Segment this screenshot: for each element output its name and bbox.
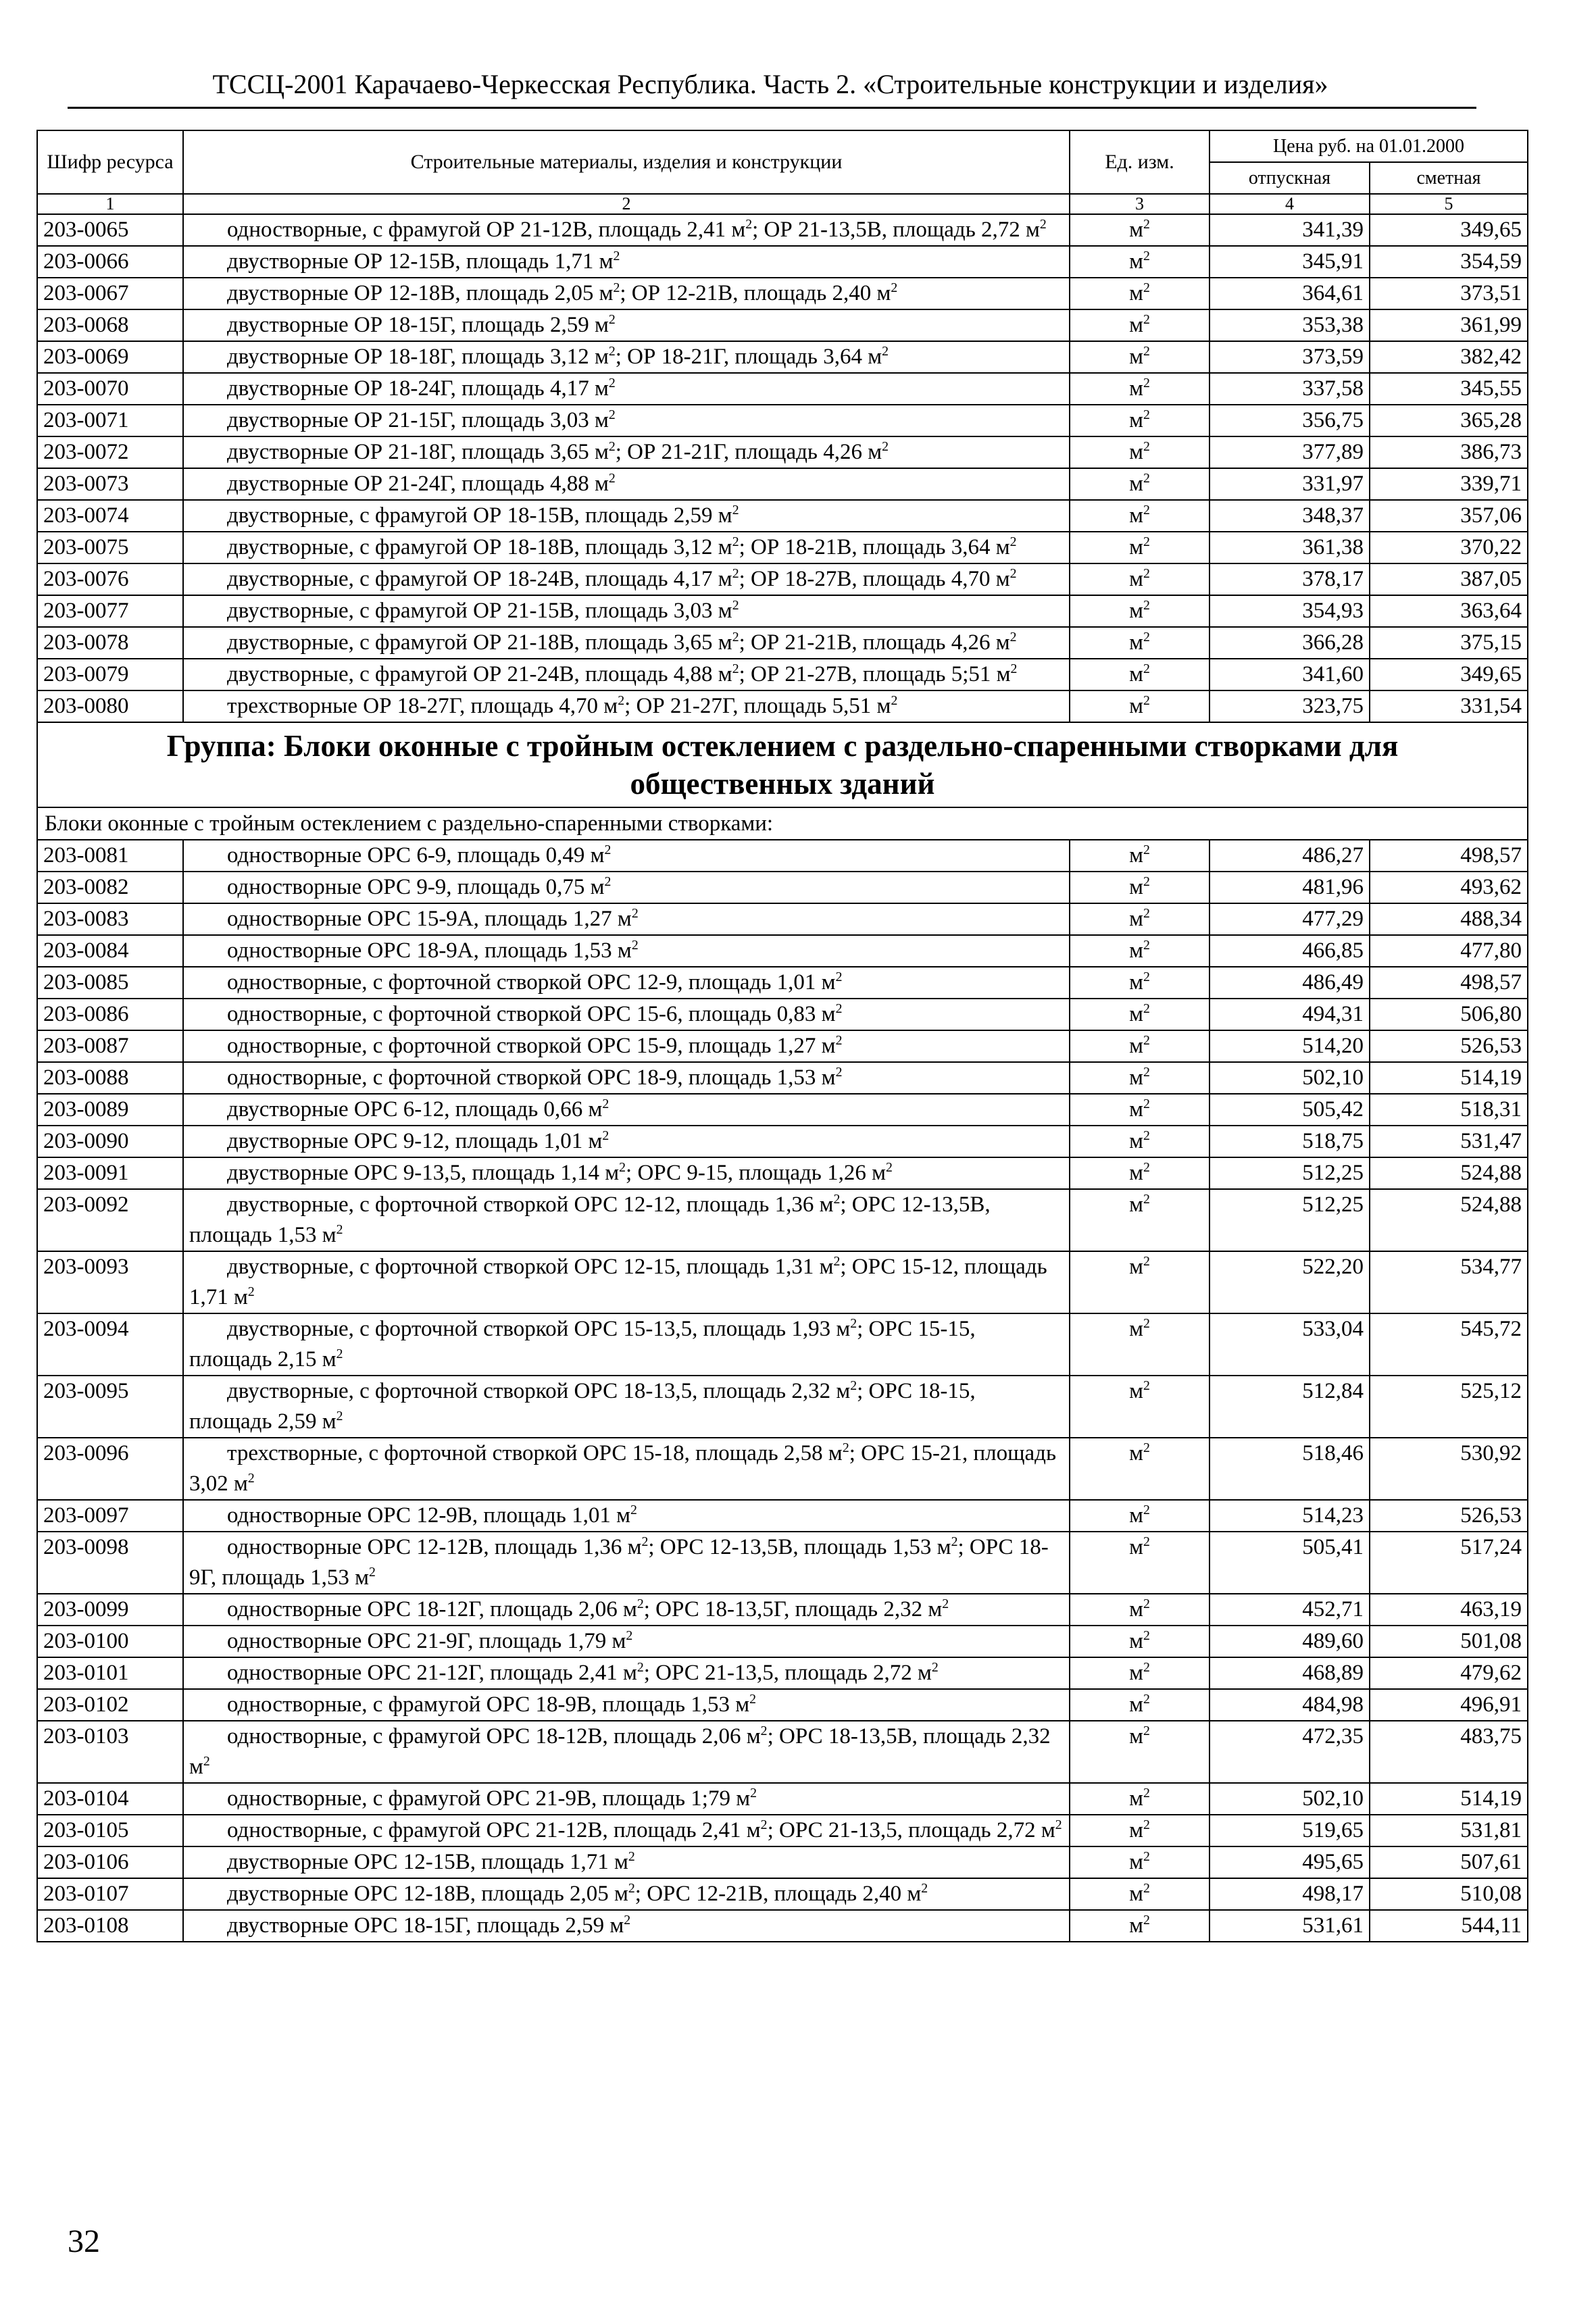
unit-cell: $м^2$ bbox=[1070, 405, 1210, 436]
material-name: одностворные ОРС 12-12В, площадь 1,36 $м^2$; ОРС 12-13,5В, площадь 1,53 $м^2$; ОРС 18-9Г, площадь 1,53 $м^2$ bbox=[183, 1532, 1070, 1594]
resource-code: 203-0088 bbox=[37, 1062, 183, 1094]
unit-cell: $м^2$ bbox=[1070, 278, 1210, 309]
unit-cell: $м^2$ bbox=[1070, 1438, 1210, 1500]
estimate-price: 501,08 bbox=[1370, 1626, 1528, 1657]
release-price: 494,31 bbox=[1210, 999, 1370, 1030]
table-body-ordinary-windows bbox=[37, 214, 1528, 722]
material-name: двустворные, с форточной створкой ОРС 12-12, площадь 1,36 $м^2$; ОРС 12-13,5В, площадь 1,53 $м^2$ bbox=[183, 1189, 1070, 1251]
unit-cell: $м^2$ bbox=[1070, 373, 1210, 405]
release-price: 331,97 bbox=[1210, 468, 1370, 500]
release-price: 502,10 bbox=[1210, 1783, 1370, 1815]
table-head bbox=[37, 130, 1528, 214]
release-price: 356,75 bbox=[1210, 405, 1370, 436]
release-price: 341,39 bbox=[1210, 214, 1370, 246]
release-price: 486,27 bbox=[1210, 840, 1370, 872]
material-name: двустворные ОРС 18-15Г, площадь 2,59 $м^2$ bbox=[183, 1910, 1070, 1942]
resource-code: 203-0071 bbox=[37, 405, 183, 436]
unit-cell: $м^2$ bbox=[1070, 903, 1210, 935]
release-price: 514,20 bbox=[1210, 1030, 1370, 1062]
table-row bbox=[37, 436, 1528, 468]
release-price: 345,91 bbox=[1210, 246, 1370, 278]
release-price: 518,75 bbox=[1210, 1126, 1370, 1157]
estimate-price: 517,24 bbox=[1370, 1532, 1528, 1594]
estimate-price: 370,22 bbox=[1370, 532, 1528, 563]
estimate-price: 365,28 bbox=[1370, 405, 1528, 436]
resource-code: 203-0098 bbox=[37, 1532, 183, 1594]
estimate-price: 361,99 bbox=[1370, 309, 1528, 341]
unit-cell: $м^2$ bbox=[1070, 595, 1210, 627]
resource-code: 203-0095 bbox=[37, 1376, 183, 1438]
resource-code: 203-0072 bbox=[37, 436, 183, 468]
material-name: двустворные ОР 12-15В, площадь 1,71 $м^2$ bbox=[183, 246, 1070, 278]
table-row bbox=[37, 1689, 1528, 1721]
material-name: двустворные ОР 21-15Г, площадь 3,03 $м^2$ bbox=[183, 405, 1070, 436]
table-row bbox=[37, 1126, 1528, 1157]
table-body-triple-glazed-windows bbox=[37, 840, 1528, 1942]
estimate-price: 493,62 bbox=[1370, 872, 1528, 903]
resource-code: 203-0107 bbox=[37, 1878, 183, 1910]
material-name: двустворные ОРС 12-18В, площадь 2,05 $м^2$; ОРС 12-21В, площадь 2,40 $м^2$ bbox=[183, 1878, 1070, 1910]
estimate-price: 544,11 bbox=[1370, 1910, 1528, 1942]
estimate-price: 345,55 bbox=[1370, 373, 1528, 405]
table-row bbox=[37, 1062, 1528, 1094]
material-name: одностворные ОРС 18-9А, площадь 1,53 $м^2$ bbox=[183, 935, 1070, 967]
unit-cell: $м^2$ bbox=[1070, 1094, 1210, 1126]
table-row bbox=[37, 935, 1528, 967]
material-name: одностворные, с форточной створкой ОРС 15-6, площадь 0,83 $м^2$ bbox=[183, 999, 1070, 1030]
estimate-price: 463,19 bbox=[1370, 1594, 1528, 1626]
table-row bbox=[37, 309, 1528, 341]
release-price: 505,41 bbox=[1210, 1532, 1370, 1594]
release-price: 323,75 bbox=[1210, 690, 1370, 722]
resource-code: 203-0075 bbox=[37, 532, 183, 563]
material-name: одностворные, с фрамугой ОРС 18-9В, площадь 1,53 $м^2$ bbox=[183, 1689, 1070, 1721]
release-price: 353,38 bbox=[1210, 309, 1370, 341]
table-row bbox=[37, 373, 1528, 405]
col-header-code: Шифр ресурса bbox=[37, 130, 183, 194]
estimate-price: 331,54 bbox=[1370, 690, 1528, 722]
unit-cell: $м^2$ bbox=[1070, 1815, 1210, 1846]
estimate-price: 386,73 bbox=[1370, 436, 1528, 468]
resource-code: 203-0069 bbox=[37, 341, 183, 373]
material-name: двустворные ОР 18-18Г, площадь 3,12 $м^2$; ОР 18-21Г, площадь 3,64 $м^2$ bbox=[183, 341, 1070, 373]
estimate-price: 349,65 bbox=[1370, 214, 1528, 246]
material-name: двустворные, с фрамугой ОР 18-18В, площадь 3,12 $м^2$; ОР 18-21В, площадь 3,64 $м^2$ bbox=[183, 532, 1070, 563]
resource-code: 203-0079 bbox=[37, 659, 183, 690]
group-title: Группа: Блоки оконные с тройным остеклением с раздельно-спаренными створками для общественных зданий bbox=[37, 722, 1528, 807]
table-row bbox=[37, 278, 1528, 309]
material-name: двустворные ОР 21-18Г, площадь 3,65 $м^2$; ОР 21-21Г, площадь 4,26 $м^2$ bbox=[183, 436, 1070, 468]
unit-cell: $м^2$ bbox=[1070, 1783, 1210, 1815]
material-name: трехстворные, с форточной створкой ОРС 15-18, площадь 2,58 $м^2$; ОРС 15-21, площадь 3,02 $м^2$ bbox=[183, 1438, 1070, 1500]
estimate-price: 357,06 bbox=[1370, 500, 1528, 532]
table-row bbox=[37, 690, 1528, 722]
estimate-price: 488,34 bbox=[1370, 903, 1528, 935]
release-price: 348,37 bbox=[1210, 500, 1370, 532]
material-name: одностворные ОРС 21-12Г, площадь 2,41 $м^2$; ОРС 21-13,5, площадь 2,72 $м^2$ bbox=[183, 1657, 1070, 1689]
group-section bbox=[37, 722, 1528, 840]
estimate-price: 483,75 bbox=[1370, 1721, 1528, 1783]
col-header-estimate: сметная bbox=[1370, 162, 1528, 194]
material-name: двустворные, с форточной створкой ОРС 15-13,5, площадь 1,93 $м^2$; ОРС 15-15, площадь 2,15 $м^2$ bbox=[183, 1313, 1070, 1376]
estimate-price: 479,62 bbox=[1370, 1657, 1528, 1689]
estimate-price: 524,88 bbox=[1370, 1189, 1528, 1251]
material-name: двустворные, с фрамугой ОР 21-18В, площадь 3,65 $м^2$; ОР 21-21В, площадь 4,26 $м^2$ bbox=[183, 627, 1070, 659]
material-name: одностворные ОРС 18-12Г, площадь 2,06 $м^2$; ОРС 18-13,5Г, площадь 2,32 $м^2$ bbox=[183, 1594, 1070, 1626]
table-row bbox=[37, 595, 1528, 627]
unit-cell: $м^2$ bbox=[1070, 1532, 1210, 1594]
release-price: 378,17 bbox=[1210, 563, 1370, 595]
resource-code: 203-0082 bbox=[37, 872, 183, 903]
material-name: одностворные, с фрамугой ОР 21-12В, площадь 2,41 $м^2$; ОР 21-13,5В, площадь 2,72 $м^2$ bbox=[183, 214, 1070, 246]
unit-cell: $м^2$ bbox=[1070, 436, 1210, 468]
table-row bbox=[37, 1030, 1528, 1062]
table-row bbox=[37, 1157, 1528, 1189]
unit-cell: $м^2$ bbox=[1070, 1626, 1210, 1657]
estimate-price: 531,47 bbox=[1370, 1126, 1528, 1157]
col-number: 4 bbox=[1210, 194, 1370, 214]
unit-cell: $м^2$ bbox=[1070, 659, 1210, 690]
material-name: одностворные ОРС 12-9В, площадь 1,01 $м^2$ bbox=[183, 1500, 1070, 1532]
resource-code: 203-0100 bbox=[37, 1626, 183, 1657]
unit-cell: $м^2$ bbox=[1070, 1062, 1210, 1094]
resource-code: 203-0066 bbox=[37, 246, 183, 278]
unit-cell: $м^2$ bbox=[1070, 1157, 1210, 1189]
table-row bbox=[37, 1878, 1528, 1910]
table-row bbox=[37, 1094, 1528, 1126]
release-price: 498,17 bbox=[1210, 1878, 1370, 1910]
release-price: 531,61 bbox=[1210, 1910, 1370, 1942]
unit-cell: $м^2$ bbox=[1070, 1126, 1210, 1157]
subgroup-title: Блоки оконные с тройным остеклением с раздельно-спаренными створками: bbox=[37, 807, 1528, 840]
material-name: двустворные, с форточной створкой ОРС 12-15, площадь 1,31 $м^2$; ОРС 15-12, площадь 1,71 $м^2$ bbox=[183, 1251, 1070, 1313]
table-row bbox=[37, 341, 1528, 373]
resource-code: 203-0093 bbox=[37, 1251, 183, 1313]
unit-cell: $м^2$ bbox=[1070, 1376, 1210, 1438]
estimate-price: 506,80 bbox=[1370, 999, 1528, 1030]
resource-code: 203-0070 bbox=[37, 373, 183, 405]
resource-code: 203-0083 bbox=[37, 903, 183, 935]
release-price: 373,59 bbox=[1210, 341, 1370, 373]
resource-code: 203-0108 bbox=[37, 1910, 183, 1942]
resource-code: 203-0099 bbox=[37, 1594, 183, 1626]
release-price: 466,85 bbox=[1210, 935, 1370, 967]
table-row bbox=[37, 468, 1528, 500]
table-row bbox=[37, 1532, 1528, 1594]
estimate-price: 498,57 bbox=[1370, 840, 1528, 872]
estimate-price: 534,77 bbox=[1370, 1251, 1528, 1313]
resource-code: 203-0086 bbox=[37, 999, 183, 1030]
material-name: одностворные ОРС 21-9Г, площадь 1,79 $м^2$ bbox=[183, 1626, 1070, 1657]
release-price: 495,65 bbox=[1210, 1846, 1370, 1878]
table-row bbox=[37, 1910, 1528, 1942]
release-price: 484,98 bbox=[1210, 1689, 1370, 1721]
header-rule bbox=[68, 107, 1476, 109]
unit-cell: $м^2$ bbox=[1070, 309, 1210, 341]
group-row bbox=[37, 722, 1528, 807]
material-name: двустворные, с фрамугой ОР 21-24В, площадь 4,88 $м^2$; ОР 21-27В, площадь 5;51 $м^2$ bbox=[183, 659, 1070, 690]
table-row bbox=[37, 500, 1528, 532]
table-row bbox=[37, 1846, 1528, 1878]
unit-cell: $м^2$ bbox=[1070, 840, 1210, 872]
release-price: 505,42 bbox=[1210, 1094, 1370, 1126]
material-name: двустворные ОР 12-18В, площадь 2,05 $м^2$; ОР 12-21В, площадь 2,40 $м^2$ bbox=[183, 278, 1070, 309]
resource-code: 203-0087 bbox=[37, 1030, 183, 1062]
unit-cell: $м^2$ bbox=[1070, 1878, 1210, 1910]
table-row bbox=[37, 1251, 1528, 1313]
table-row bbox=[37, 246, 1528, 278]
material-name: двустворные ОРС 9-13,5, площадь 1,14 $м^2$; ОРС 9-15, площадь 1,26 $м^2$ bbox=[183, 1157, 1070, 1189]
material-name: двустворные ОРС 9-12, площадь 1,01 $м^2$ bbox=[183, 1126, 1070, 1157]
resource-code: 203-0102 bbox=[37, 1689, 183, 1721]
release-price: 518,46 bbox=[1210, 1438, 1370, 1500]
col-number: 5 bbox=[1370, 194, 1528, 214]
release-price: 337,58 bbox=[1210, 373, 1370, 405]
table-row bbox=[37, 1189, 1528, 1251]
resource-code: 203-0065 bbox=[37, 214, 183, 246]
resource-code: 203-0077 bbox=[37, 595, 183, 627]
resource-code: 203-0106 bbox=[37, 1846, 183, 1878]
material-name: одностворные, с фрамугой ОРС 21-12В, площадь 2,41 $м^2$; ОРС 21-13,5, площадь 2,72 $м^2$ bbox=[183, 1815, 1070, 1846]
material-name: двустворные ОР 18-24Г, площадь 4,17 $м^2$ bbox=[183, 373, 1070, 405]
estimate-price: 373,51 bbox=[1370, 278, 1528, 309]
release-price: 502,10 bbox=[1210, 1062, 1370, 1094]
unit-cell: $м^2$ bbox=[1070, 563, 1210, 595]
material-name: двустворные ОРС 6-12, площадь 0,66 $м^2$ bbox=[183, 1094, 1070, 1126]
col-number: 3 bbox=[1070, 194, 1210, 214]
release-price: 468,89 bbox=[1210, 1657, 1370, 1689]
estimate-price: 526,53 bbox=[1370, 1500, 1528, 1532]
col-number: 1 bbox=[37, 194, 183, 214]
material-name: двустворные, с фрамугой ОР 18-15В, площадь 2,59 $м^2$ bbox=[183, 500, 1070, 532]
table-row bbox=[37, 627, 1528, 659]
unit-cell: $м^2$ bbox=[1070, 690, 1210, 722]
table-row bbox=[37, 1376, 1528, 1438]
table-row bbox=[37, 563, 1528, 595]
release-price: 514,23 bbox=[1210, 1500, 1370, 1532]
release-price: 341,60 bbox=[1210, 659, 1370, 690]
material-name: двустворные, с фрамугой ОР 21-15В, площадь 3,03 $м^2$ bbox=[183, 595, 1070, 627]
resource-code: 203-0091 bbox=[37, 1157, 183, 1189]
estimate-price: 531,81 bbox=[1370, 1815, 1528, 1846]
material-name: одностворные, с форточной створкой ОРС 12-9, площадь 1,01 $м^2$ bbox=[183, 967, 1070, 999]
col-number: 2 bbox=[183, 194, 1070, 214]
release-price: 512,25 bbox=[1210, 1189, 1370, 1251]
estimate-price: 387,05 bbox=[1370, 563, 1528, 595]
unit-cell: $м^2$ bbox=[1070, 341, 1210, 373]
unit-cell: $м^2$ bbox=[1070, 246, 1210, 278]
page-number: 32 bbox=[68, 2223, 100, 2259]
estimate-price: 477,80 bbox=[1370, 935, 1528, 967]
release-price: 481,96 bbox=[1210, 872, 1370, 903]
unit-cell: $м^2$ bbox=[1070, 1910, 1210, 1942]
table-row bbox=[37, 840, 1528, 872]
table-row bbox=[37, 1815, 1528, 1846]
table-row bbox=[37, 1626, 1528, 1657]
material-name: одностворные, с форточной створкой ОРС 15-9, площадь 1,27 $м^2$ bbox=[183, 1030, 1070, 1062]
release-price: 512,25 bbox=[1210, 1157, 1370, 1189]
unit-cell: $м^2$ bbox=[1070, 1657, 1210, 1689]
table-row bbox=[37, 999, 1528, 1030]
table-row bbox=[37, 1313, 1528, 1376]
release-price: 364,61 bbox=[1210, 278, 1370, 309]
resource-code: 203-0104 bbox=[37, 1783, 183, 1815]
material-name: одностворные ОРС 6-9, площадь 0,49 $м^2$ bbox=[183, 840, 1070, 872]
estimate-price: 514,19 bbox=[1370, 1783, 1528, 1815]
estimate-price: 514,19 bbox=[1370, 1062, 1528, 1094]
unit-cell: $м^2$ bbox=[1070, 500, 1210, 532]
unit-cell: $м^2$ bbox=[1070, 468, 1210, 500]
release-price: 489,60 bbox=[1210, 1626, 1370, 1657]
material-name: одностворные, с фрамугой ОРС 21-9В, площадь 1;79 $м^2$ bbox=[183, 1783, 1070, 1815]
unit-cell: $м^2$ bbox=[1070, 1313, 1210, 1376]
estimate-price: 530,92 bbox=[1370, 1438, 1528, 1500]
release-price: 366,28 bbox=[1210, 627, 1370, 659]
resource-code: 203-0073 bbox=[37, 468, 183, 500]
resource-code: 203-0074 bbox=[37, 500, 183, 532]
unit-cell: $м^2$ bbox=[1070, 1189, 1210, 1251]
unit-cell: $м^2$ bbox=[1070, 1030, 1210, 1062]
unit-cell: $м^2$ bbox=[1070, 214, 1210, 246]
release-price: 472,35 bbox=[1210, 1721, 1370, 1783]
estimate-price: 339,71 bbox=[1370, 468, 1528, 500]
estimate-price: 518,31 bbox=[1370, 1094, 1528, 1126]
estimate-price: 525,12 bbox=[1370, 1376, 1528, 1438]
unit-cell: $м^2$ bbox=[1070, 1721, 1210, 1783]
table-row bbox=[37, 1657, 1528, 1689]
table-row bbox=[37, 872, 1528, 903]
resource-code: 203-0080 bbox=[37, 690, 183, 722]
resource-code: 203-0096 bbox=[37, 1438, 183, 1500]
estimate-price: 498,57 bbox=[1370, 967, 1528, 999]
subgroup-row bbox=[37, 807, 1528, 840]
price-table bbox=[36, 130, 1528, 1942]
resource-code: 203-0092 bbox=[37, 1189, 183, 1251]
release-price: 533,04 bbox=[1210, 1313, 1370, 1376]
table-row bbox=[37, 1500, 1528, 1532]
unit-cell: $м^2$ bbox=[1070, 1594, 1210, 1626]
release-price: 477,29 bbox=[1210, 903, 1370, 935]
table-row bbox=[37, 405, 1528, 436]
table-row bbox=[37, 214, 1528, 246]
unit-cell: $м^2$ bbox=[1070, 1500, 1210, 1532]
release-price: 354,93 bbox=[1210, 595, 1370, 627]
resource-code: 203-0101 bbox=[37, 1657, 183, 1689]
unit-cell: $м^2$ bbox=[1070, 935, 1210, 967]
col-header-release: отпускная bbox=[1210, 162, 1370, 194]
material-name: одностворные ОРС 15-9А, площадь 1,27 $м^2$ bbox=[183, 903, 1070, 935]
estimate-price: 349,65 bbox=[1370, 659, 1528, 690]
unit-cell: $м^2$ bbox=[1070, 872, 1210, 903]
unit-cell: $м^2$ bbox=[1070, 999, 1210, 1030]
unit-cell: $м^2$ bbox=[1070, 967, 1210, 999]
resource-code: 203-0105 bbox=[37, 1815, 183, 1846]
estimate-price: 510,08 bbox=[1370, 1878, 1528, 1910]
table-row bbox=[37, 1783, 1528, 1815]
release-price: 519,65 bbox=[1210, 1815, 1370, 1846]
estimate-price: 526,53 bbox=[1370, 1030, 1528, 1062]
material-name: одностворные, с фрамугой ОРС 18-12В, площадь 2,06 $м^2$; ОРС 18-13,5В, площадь 2,32 $м^2$ bbox=[183, 1721, 1070, 1783]
resource-code: 203-0103 bbox=[37, 1721, 183, 1783]
table-row bbox=[37, 1594, 1528, 1626]
material-name: двустворные, с форточной створкой ОРС 18-13,5, площадь 2,32 $м^2$; ОРС 18-15, площадь 2,59 $м^2$ bbox=[183, 1376, 1070, 1438]
resource-code: 203-0094 bbox=[37, 1313, 183, 1376]
material-name: трехстворные ОР 18-27Г, площадь 4,70 $м^2$; ОР 21-27Г, площадь 5,51 $м^2$ bbox=[183, 690, 1070, 722]
material-name: двустворные ОР 18-15Г, площадь 2,59 $м^2$ bbox=[183, 309, 1070, 341]
material-name: двустворные, с фрамугой ОР 18-24В, площадь 4,17 $м^2$; ОР 18-27В, площадь 4,70 $м^2$ bbox=[183, 563, 1070, 595]
table-row bbox=[37, 1721, 1528, 1783]
resource-code: 203-0090 bbox=[37, 1126, 183, 1157]
col-header-unit: Ед. изм. bbox=[1070, 130, 1210, 194]
resource-code: 203-0084 bbox=[37, 935, 183, 967]
resource-code: 203-0085 bbox=[37, 967, 183, 999]
estimate-price: 496,91 bbox=[1370, 1689, 1528, 1721]
estimate-price: 363,64 bbox=[1370, 595, 1528, 627]
material-name: двустворные ОРС 12-15В, площадь 1,71 $м^2$ bbox=[183, 1846, 1070, 1878]
release-price: 377,89 bbox=[1210, 436, 1370, 468]
table-row bbox=[37, 1438, 1528, 1500]
resource-code: 203-0068 bbox=[37, 309, 183, 341]
estimate-price: 375,15 bbox=[1370, 627, 1528, 659]
col-header-name: Строительные материалы, изделия и конструкции bbox=[183, 130, 1070, 194]
resource-code: 203-0081 bbox=[37, 840, 183, 872]
release-price: 486,49 bbox=[1210, 967, 1370, 999]
resource-code: 203-0097 bbox=[37, 1500, 183, 1532]
estimate-price: 382,42 bbox=[1370, 341, 1528, 373]
material-name: одностворные, с форточной створкой ОРС 18-9, площадь 1,53 $м^2$ bbox=[183, 1062, 1070, 1094]
release-price: 512,84 bbox=[1210, 1376, 1370, 1438]
resource-code: 203-0078 bbox=[37, 627, 183, 659]
resource-code: 203-0067 bbox=[37, 278, 183, 309]
col-header-price: Цена руб. на 01.01.2000 bbox=[1210, 130, 1528, 162]
material-name: двустворные ОР 21-24Г, площадь 4,88 $м^2$ bbox=[183, 468, 1070, 500]
unit-cell: $м^2$ bbox=[1070, 1846, 1210, 1878]
estimate-price: 354,59 bbox=[1370, 246, 1528, 278]
resource-code: 203-0089 bbox=[37, 1094, 183, 1126]
material-name: одностворные ОРС 9-9, площадь 0,75 $м^2$ bbox=[183, 872, 1070, 903]
estimate-price: 507,61 bbox=[1370, 1846, 1528, 1878]
release-price: 361,38 bbox=[1210, 532, 1370, 563]
unit-cell: $м^2$ bbox=[1070, 1251, 1210, 1313]
table-row bbox=[37, 659, 1528, 690]
unit-cell: $м^2$ bbox=[1070, 532, 1210, 563]
table-row bbox=[37, 532, 1528, 563]
estimate-price: 545,72 bbox=[1370, 1313, 1528, 1376]
page-header-title: ТССЦ-2001 Карачаево-Черкесская Республика. Часть 2. «Строительные конструкции и изделия» bbox=[212, 69, 1328, 99]
unit-cell: $м^2$ bbox=[1070, 627, 1210, 659]
table-row bbox=[37, 903, 1528, 935]
estimate-price: 524,88 bbox=[1370, 1157, 1528, 1189]
resource-code: 203-0076 bbox=[37, 563, 183, 595]
release-price: 452,71 bbox=[1210, 1594, 1370, 1626]
unit-cell: $м^2$ bbox=[1070, 1689, 1210, 1721]
release-price: 522,20 bbox=[1210, 1251, 1370, 1313]
table-row bbox=[37, 967, 1528, 999]
